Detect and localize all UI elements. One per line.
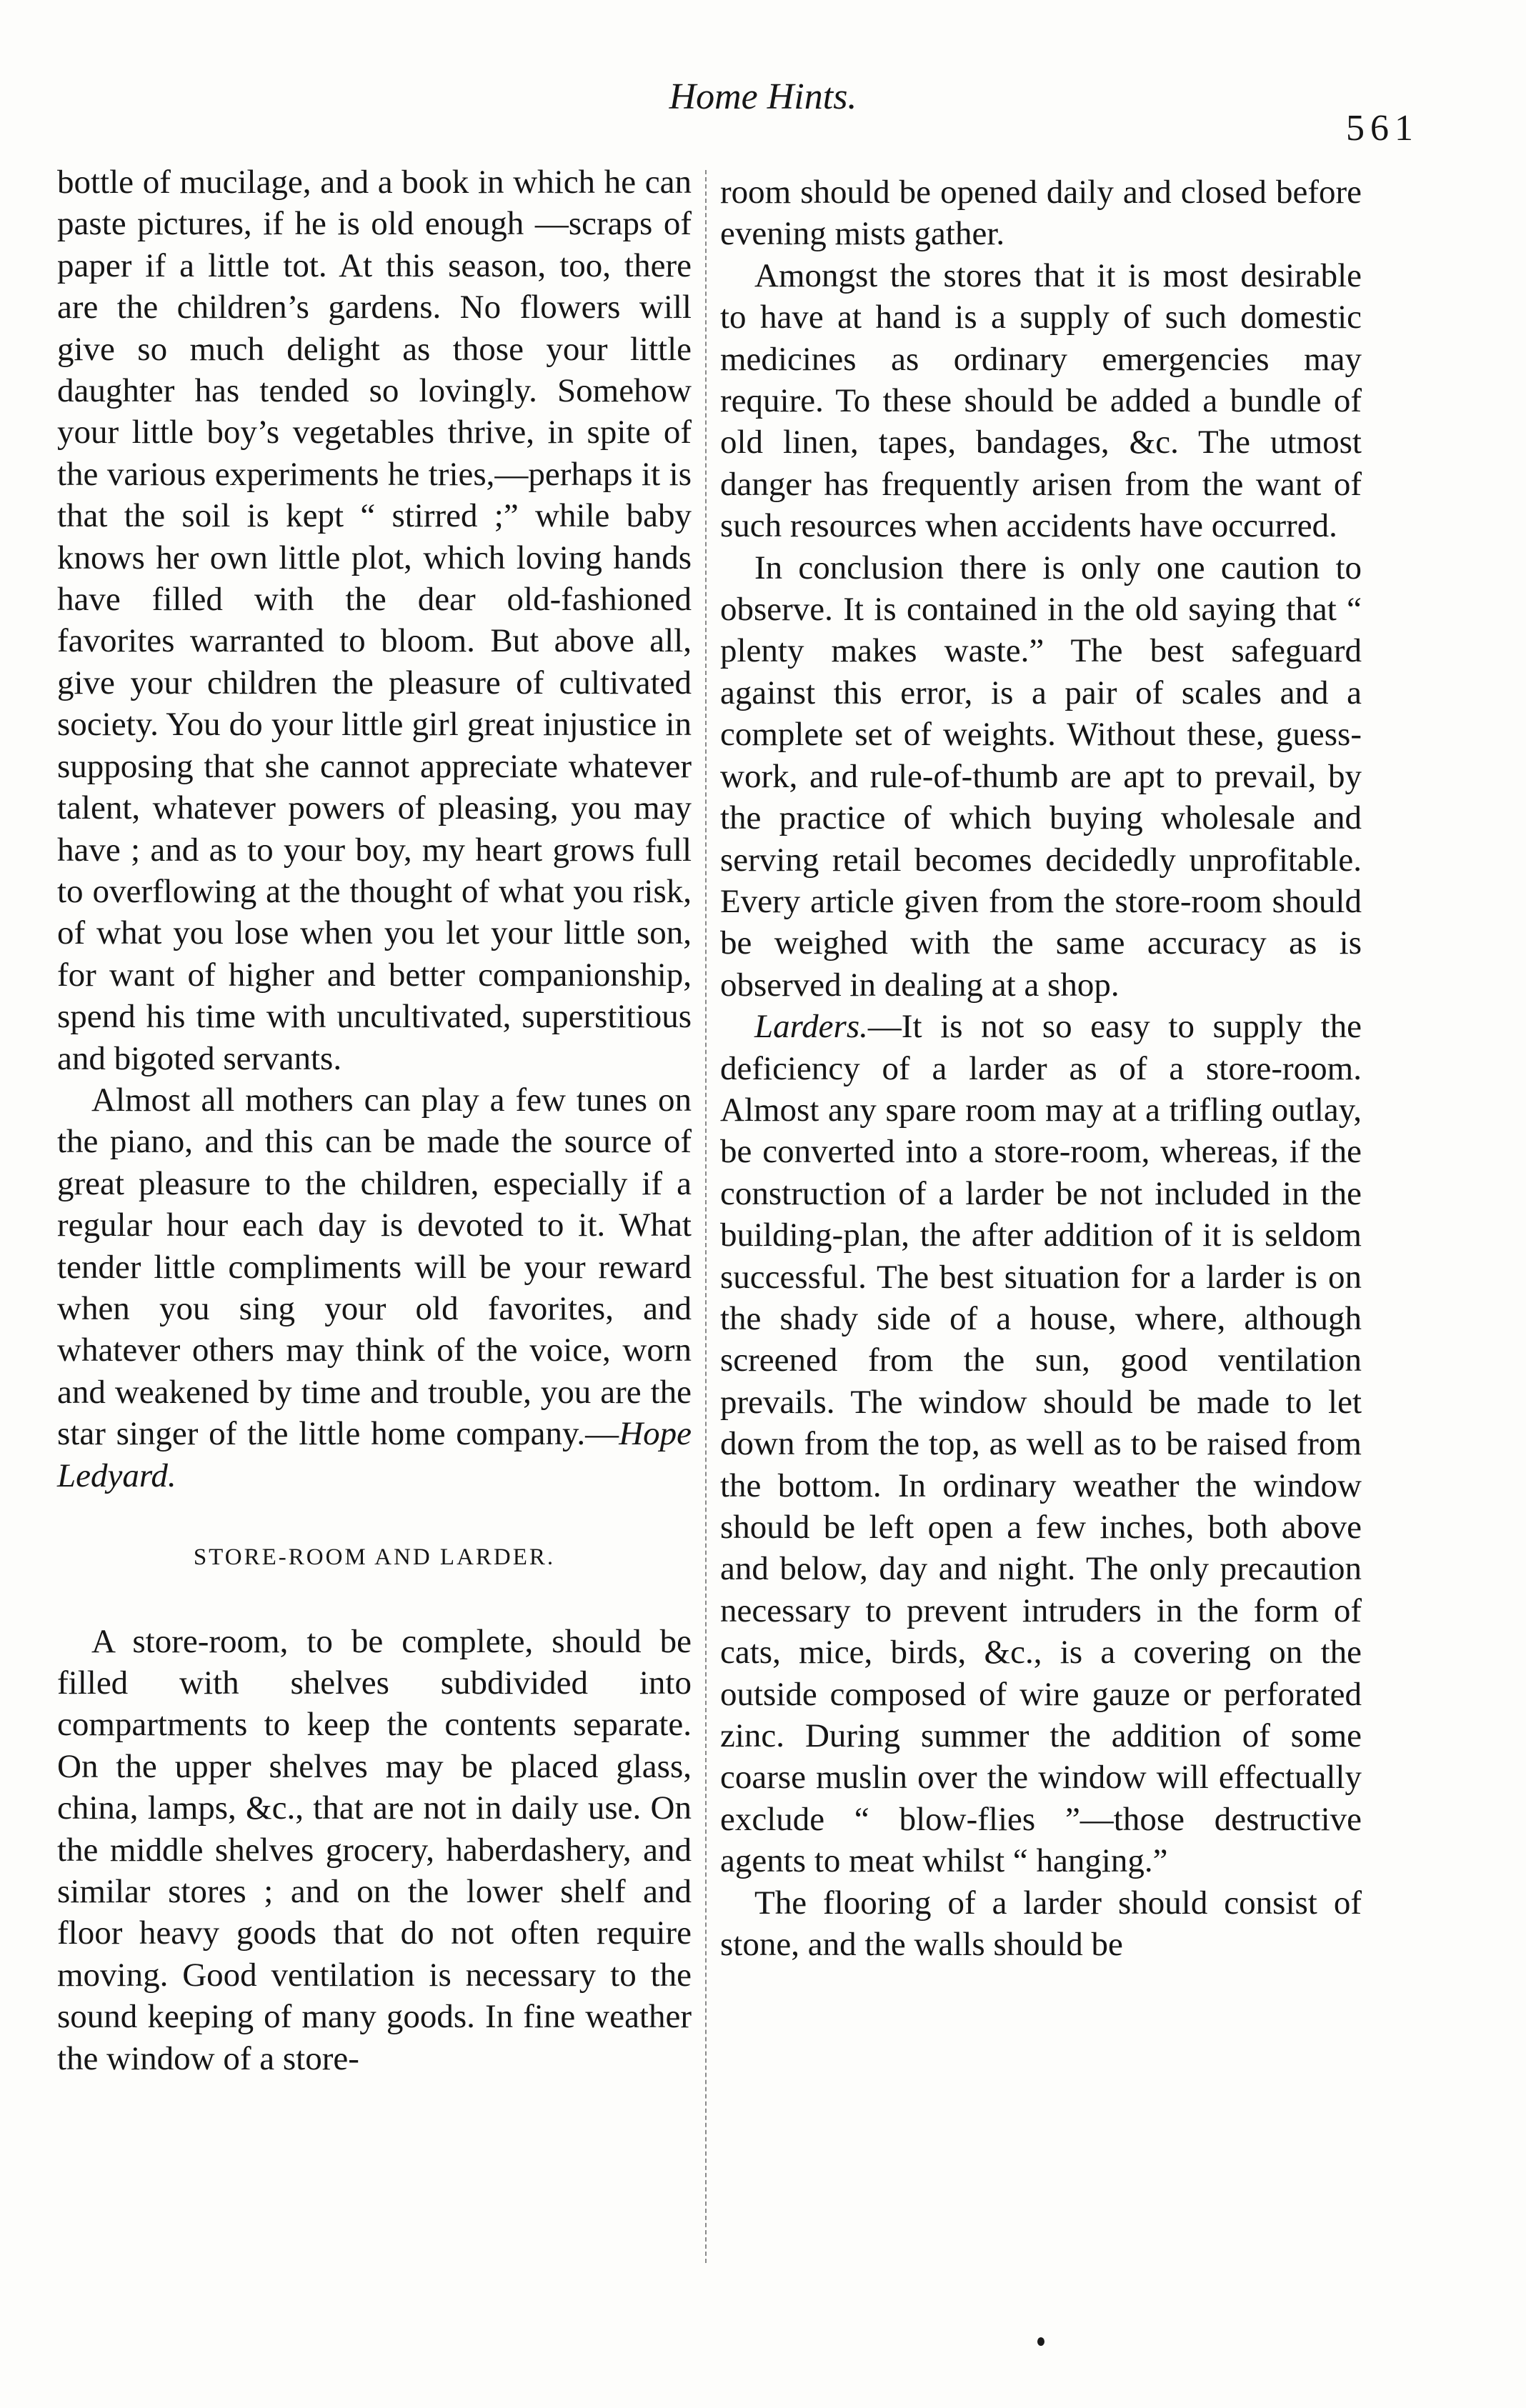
author-signature: Hope Ledyard. <box>57 1415 692 1494</box>
right-paragraph-1: room should be opened daily and closed before evening mists gather. <box>720 174 1362 253</box>
left-paragraph-2 <box>57 1079 692 1497</box>
left-paragraph-2-text: Almost all mothers can play a few tunes on the piano, and this can be made the source of great pleasure to the children, especially if a regular hour each day is devoted to it. What tender little compliments will be your reward when you sing your old favorites, and whatever others may think of the voice, worn and weakened by time and trouble, you are the star singer of the little home company.— <box>57 1081 692 1453</box>
right-paragraph-4 <box>720 1006 1362 1882</box>
left-paragraph-1: bottle of mucilage, and a book in which he can paste pictures, if he is old enough —scraps of paper if a little tot. At this season, too, there are the children’s gardens. No flowers will give so much delight as those your little daughter has tended so lovingly. Somehow your little boy’s vegetables thrive, in spite of the various experiments he tries,—perhaps it is that the soil is kept “ stirred ;” while baby knows her own little plot, which loving hands have filled with the dear old-fashioned favorites warranted to bloom. But above all, give your children the pleasure of cultivated society. You do your little girl great injustice in supposing that she cannot appreciate whatever talent, whatever powers of pleasing, you may have ; and as to your boy, my heart grows full to overflowing at the thought of what you risk, of what you lose when you let your little son, for want of higher and better companionship, spend his time with uncultivated, superstitious and bigoted servants. <box>57 164 692 1077</box>
right-paragraph-3: In conclusion there is only one caution to observe. It is contained in the old saying that “ plenty makes waste.” The best safeguard against this error, is a pair of scales and a complete set of weights. Without these, guess-work, and rule-of-thumb are apt to prevail, by the practice of which buying wholesale and serving retail becomes decidedly unprofitable. Every article given from the store-room should be weighed with the same accuracy as is observed in dealing at a shop. <box>720 549 1362 1004</box>
running-title: Home Hints. <box>669 76 857 117</box>
right-paragraph-5: The flooring of a larder should consist of stone, and the walls should be <box>720 1884 1362 1964</box>
larders-label: Larders. <box>754 1008 868 1046</box>
right-paragraph-4-text: —It is not so easy to supply the deficiency of a larder as of a store-room. Almost any spare room may at a trifling outlay, be converted into a store-room, whereas, if the construction of a larder be not included in the building-plan, the after addition of it is seldom successful. The best situation for a larder is on the shady side of a house, where, although screened from the sun, good ventilation prevails. The window should be made to let down from the top, as well as to be raised from the bottom. In ordinary weather the window should be left open a few inches, both above and below, day and night. The only precaution necessary to prevent intruders in the form of cats, mice, birds, &c., is a covering on the outside composed of wire gauze or perforated zinc. During summer the addition of some coarse muslin over the window will effectually exclude “ blow-flies ”—those destructive agents to meat whilst “ hanging.” <box>720 1008 1362 1880</box>
column-divider <box>705 170 707 2263</box>
page-number: 561 <box>1346 108 1419 149</box>
section-heading: STORE-ROOM AND LARDER. <box>193 1544 556 1570</box>
right-column <box>720 171 1362 1965</box>
ink-dot <box>1037 2337 1044 2346</box>
left-column <box>57 161 692 2079</box>
left-paragraph-3: A store-room, to be complete, should be filled with shelves subdivided into compartments to keep the contents separate. On the upper shelves may be placed glass, china, lamps, &c., that are not in daily use. On the middle shelves grocery, haberdashery, and similar stores ; and on the lower shelf and floor heavy goods that do not often require moving. Good ventilation is necessary to the sound keeping of many goods. In fine weather the window of a store- <box>57 1622 692 2077</box>
right-paragraph-2: Amongst the stores that it is most desirable to have at hand is a supply of such domestic medicines as ordinary emergencies may require. To these should be added a bundle of old linen, tapes, bandages, &c. The utmost danger has frequently arisen from the want of such resources when accidents have occurred. <box>720 256 1362 545</box>
